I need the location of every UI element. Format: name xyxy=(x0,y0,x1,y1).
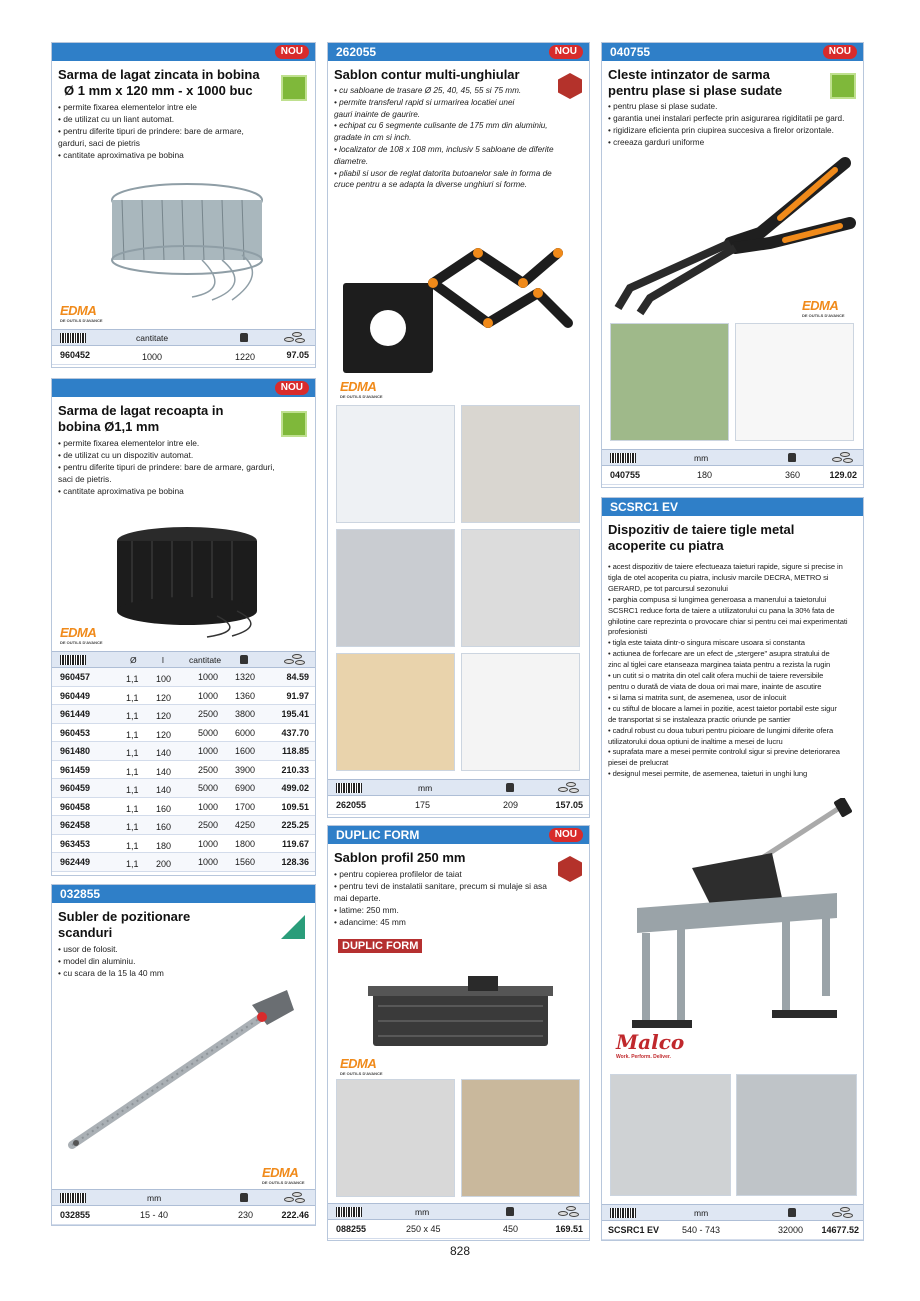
desc-line: saci de pietris. xyxy=(58,474,112,484)
edma-logo: EDMA DE OUTILS D'AVANCE xyxy=(802,298,845,318)
card-header xyxy=(328,43,589,61)
title-line-1: Sablon contur multi-unghiular xyxy=(334,67,520,82)
desc-line: • model din aluminiu. xyxy=(58,956,136,966)
desc-line: • suprafata mare a mesei permite controlul sigur si previne deteriorarea xyxy=(608,747,840,757)
weight-icon xyxy=(506,783,514,792)
product-title xyxy=(602,516,863,554)
diameter: 1,1 xyxy=(126,729,139,740)
desc-line: zinc al tiglei care etanseaza marginea taiata pentru a rezista la rugin xyxy=(608,660,831,670)
desc-line: • parghia compusa si lungimea generoasa a manerului a taietorului xyxy=(608,594,827,604)
profile-gauge-image xyxy=(358,961,558,1061)
product-code: SCSRC1 EV xyxy=(608,1225,660,1235)
col-mm: mm xyxy=(694,453,709,463)
price: 169.51 xyxy=(555,1224,583,1234)
title-line-2: bobina Ø1,1 mm xyxy=(58,419,160,434)
photo-template-on-wood xyxy=(336,653,455,771)
diameter: 1,1 xyxy=(126,840,139,851)
desc-line: • de utilizat cu un liant automat. xyxy=(58,114,175,124)
quantity: 5000 xyxy=(198,783,219,793)
pack: 1560 xyxy=(235,857,256,867)
title-line-1: Sarma de lagat recoapta in xyxy=(58,403,224,418)
length: 140 xyxy=(156,785,172,795)
pack: 360 xyxy=(785,470,801,480)
desc-line: GERARD, pe tot parcursul sezonului xyxy=(608,583,728,593)
desc-line: • pliabil si usor de reglat datorita butoanelor sale in forma de xyxy=(334,168,552,178)
desc-line: SCSRC1 reduce forta de taiere a utilizatorului cu pana la 30% fata de xyxy=(608,605,835,615)
weight-icon xyxy=(240,655,248,664)
table-row xyxy=(52,853,315,872)
duplic-form-logo: DUPLIC FORM xyxy=(338,939,422,953)
card-header xyxy=(328,826,589,844)
product-code: 960457 xyxy=(60,672,91,682)
price: 128.36 xyxy=(281,857,309,867)
table-row xyxy=(52,668,315,687)
quantity: 2500 xyxy=(198,820,219,830)
table-row xyxy=(602,1221,863,1240)
dimension: 250 x 45 xyxy=(406,1224,441,1234)
edma-logo: EDMA DE OUTILS D'AVANCE xyxy=(60,303,103,323)
multi-angle-template-image xyxy=(338,213,578,378)
price: 109.51 xyxy=(281,801,309,812)
col-qty: cantitate xyxy=(189,655,222,665)
eco-label-icon xyxy=(281,411,307,437)
product-code: 963453 xyxy=(60,838,91,849)
photo-template-on-tile xyxy=(336,405,455,523)
edma-logo: EDMA DE OUTILS D'AVANCE xyxy=(60,625,103,645)
desc-line: • rigidizare eficienta prin ciupirea succesiva a firelor orizontale. xyxy=(608,126,834,135)
dimension: 15 - 40 xyxy=(140,1210,169,1220)
table-header xyxy=(52,651,315,668)
weight-icon xyxy=(240,333,248,342)
header-code: 032855 xyxy=(60,887,101,901)
table-row xyxy=(52,1206,315,1225)
set-square-icon xyxy=(281,915,305,939)
length: 100 xyxy=(156,674,172,684)
pack: 3900 xyxy=(235,764,256,775)
header-code: DUPLIC FORM xyxy=(336,828,420,842)
new-badge: NOU xyxy=(549,45,583,59)
product-code: 960458 xyxy=(60,801,91,812)
black-wire-coil-image xyxy=(107,521,267,641)
price-coins-icon xyxy=(832,1207,854,1219)
barcode-icon xyxy=(336,1207,362,1217)
malco-logo: Malco Work. Perform. Deliver. xyxy=(616,1030,685,1060)
price: 129.02 xyxy=(829,470,857,480)
quantity: 1000 xyxy=(198,857,219,867)
desc-line: • cu scara de la 15 la 40 mm xyxy=(58,968,164,978)
weight-icon xyxy=(240,1193,248,1202)
card-header xyxy=(602,43,863,61)
desc-line: • pentru tevi de instalatii sanitare, precum si mulaje si asa xyxy=(334,881,547,891)
product-code: 961459 xyxy=(60,764,91,775)
table-row xyxy=(52,798,315,817)
edma-logo: EDMA DE OUTILS D'AVANCE xyxy=(340,1056,383,1076)
product-code: 961449 xyxy=(60,709,91,719)
table-row xyxy=(52,816,315,835)
table-row xyxy=(52,779,315,798)
barcode-icon xyxy=(60,1193,86,1203)
diameter: 1,1 xyxy=(126,785,139,795)
header-code: SCSRC1 EV xyxy=(610,500,679,514)
price-coins-icon xyxy=(284,1192,306,1204)
col-mm: mm xyxy=(147,1193,162,1203)
product-description xyxy=(52,941,315,981)
table-row xyxy=(52,346,315,365)
dimension: 175 xyxy=(415,800,431,810)
table-header xyxy=(602,1204,863,1221)
table-row xyxy=(328,796,589,815)
pack: 6000 xyxy=(235,727,256,738)
pack: 3800 xyxy=(235,709,256,719)
desc-line: • acest dispozitiv de taiere efectueaza taieturi rapide, sigure si precise in xyxy=(608,562,843,571)
diameter: 1,1 xyxy=(126,766,139,777)
quantity: 1000 xyxy=(198,690,219,701)
diameter: 1,1 xyxy=(126,674,139,684)
quantity: 5000 xyxy=(198,727,219,738)
product-title xyxy=(328,61,589,83)
price: 91.97 xyxy=(286,690,309,701)
product-code: 262055 xyxy=(336,800,367,810)
photo-hand-profile xyxy=(461,1079,580,1197)
desc-line: diametre. xyxy=(334,156,369,166)
product-title xyxy=(328,844,589,866)
title-line-2: acoperite cu piatra xyxy=(608,538,724,553)
desc-line: • cu stiftul de blocare a lamei in pozitie, acest taietor portabil este sigur xyxy=(608,703,837,713)
desc-line: tigla de otel acoperita cu piatra, inclusiv marcile DECRA, METRO si xyxy=(608,572,829,582)
product-card-088255 xyxy=(327,825,590,1241)
desc-line: • tigla este taiata dintr-o singura miscare usoara si constanta xyxy=(608,638,805,648)
pack: 1220 xyxy=(235,352,256,362)
eco-label-icon xyxy=(281,75,307,101)
price: 210.33 xyxy=(281,764,309,775)
title-line-2: pentru plase si plase sudate xyxy=(608,83,783,98)
pack: 32000 xyxy=(778,1225,804,1235)
desc-line: • adancime: 45 mm xyxy=(334,917,406,927)
price-table xyxy=(328,779,589,815)
pack: 450 xyxy=(503,1224,519,1234)
table-row xyxy=(328,1220,589,1239)
price: 195.41 xyxy=(281,709,309,719)
price: 118.85 xyxy=(281,746,309,756)
table-row xyxy=(52,687,315,706)
price: 84.59 xyxy=(286,672,309,682)
title-line-1: Dispozitiv de taiere tigle metal xyxy=(608,522,795,537)
product-code: 088255 xyxy=(336,1224,367,1234)
col-length: l xyxy=(162,655,164,665)
price-coins-icon xyxy=(284,332,306,344)
quantity: 1000 xyxy=(198,801,219,812)
desc-line: • permite fixarea elementelor intre ele. xyxy=(58,438,200,448)
pack: 1320 xyxy=(235,672,256,682)
desc-line: • cadrul robust cu doua tuburi pentru picioare de lungimi diferite ofera xyxy=(608,725,834,735)
desc-line: garduri, saci de pietris xyxy=(58,138,140,148)
card-header xyxy=(52,885,315,903)
desc-line: • cantitate aproximativa pe bobina xyxy=(58,486,184,496)
wire-coil-image xyxy=(102,175,272,305)
edma-logo: EDMA DE OUTILS D'AVANCE xyxy=(340,379,383,399)
desc-line: • latime: 250 mm. xyxy=(334,905,399,915)
weight-icon xyxy=(788,453,796,462)
desc-line: • un cutit si o matrita din otel calit ofera muchii de taiere reversibile xyxy=(608,671,824,681)
card-header xyxy=(602,498,863,516)
photo-pliers-closeup xyxy=(735,323,854,441)
product-title xyxy=(52,61,315,99)
desc-line: mai departe. xyxy=(334,893,381,903)
product-code: 960449 xyxy=(60,690,91,701)
desc-line: piesei de prelucrat xyxy=(608,758,669,768)
desc-line: ghilotine care reprezinta o provocare chiar si pentru cei mai experimentati xyxy=(608,616,848,626)
desc-line: profesionisti xyxy=(608,627,648,637)
product-code: 040755 xyxy=(610,470,641,480)
length: 120 xyxy=(156,729,172,740)
desc-line: gauri inainte de gaurire. xyxy=(334,109,421,119)
desc-line: • pentru plase si plase sudate. xyxy=(608,102,718,111)
product-title xyxy=(602,61,863,99)
desc-line: • cu sabloane de trasare Ø 25, 40, 45, 55 si 75 mm. xyxy=(334,86,522,95)
product-description xyxy=(602,99,863,151)
diameter: 1,1 xyxy=(126,822,139,832)
desc-line: • pentru diferite tipuri de prindere: bare de armare, xyxy=(58,126,244,136)
page-number: 828 xyxy=(450,1244,471,1258)
pack: 1600 xyxy=(235,746,256,756)
price: 97.05 xyxy=(286,350,309,360)
table-header xyxy=(602,449,863,466)
desc-line: utilizatorului doua optiuni de inaltime a mesei de lucru xyxy=(608,736,783,746)
desc-line: • permite fixarea elementelor intre ele xyxy=(58,102,197,112)
length: 200 xyxy=(156,859,172,869)
price-table xyxy=(52,1189,315,1225)
table-row xyxy=(52,705,315,724)
barcode-icon xyxy=(610,1208,636,1218)
product-code: 962449 xyxy=(60,857,91,867)
product-code: 962458 xyxy=(60,820,91,830)
length: 180 xyxy=(156,840,172,851)
product-card-032855 xyxy=(51,884,316,1226)
dimension: 540 - 743 xyxy=(682,1225,721,1235)
desc-line: • de utilizat cu un dispozitiv automat. xyxy=(58,450,194,460)
table-header xyxy=(52,329,315,346)
desc-line: • actiunea de forfecare are un efect de „stergere" asupra stratului de xyxy=(608,649,830,659)
length: 160 xyxy=(156,822,172,832)
weight-icon xyxy=(506,1207,514,1216)
diameter: 1,1 xyxy=(126,859,139,869)
title-line-1: Subler de pozitionare xyxy=(58,909,191,924)
length: 120 xyxy=(156,692,172,703)
product-card-wire-annealed xyxy=(51,378,316,876)
price: 14677.52 xyxy=(821,1225,859,1235)
barcode-icon xyxy=(610,453,636,463)
price: 437.70 xyxy=(281,727,309,738)
desc-line: • echipat cu 6 segmente culisante de 175 mm din aluminiu, xyxy=(334,121,548,131)
desc-line: • si lama si matrita sunt, de asemenea, usor de inlocuit xyxy=(608,692,787,702)
barcode-icon xyxy=(60,333,86,343)
pack: 1800 xyxy=(235,838,256,849)
title-line-1: Sablon profil 250 mm xyxy=(334,850,466,865)
quantity: 1000 xyxy=(198,746,219,756)
diameter: 1,1 xyxy=(126,711,139,721)
col-mm: mm xyxy=(694,1208,709,1218)
desc-line: • pentru diferite tipuri de prindere: bare de armare, garduri, xyxy=(58,462,275,472)
price-table xyxy=(52,329,315,365)
diameter: 1,1 xyxy=(126,748,139,758)
price: 222.46 xyxy=(281,1210,309,1220)
desc-line: • designul mesei permite, de asemenea, taieturi in unghi lung xyxy=(608,769,808,779)
photo-worker-cutting xyxy=(610,1074,731,1196)
quantity: 2500 xyxy=(198,764,219,775)
pack: 4250 xyxy=(235,820,256,830)
title-line-2: Ø 1 mm x 120 mm - x 1000 buc xyxy=(64,83,253,98)
quantity: 1000 xyxy=(142,352,163,362)
table-row xyxy=(52,742,315,761)
col-qty: cantitate xyxy=(136,333,169,343)
barcode-icon xyxy=(336,783,362,793)
product-description xyxy=(52,99,315,163)
product-title xyxy=(52,903,315,941)
photo-hand-marking-tile xyxy=(461,405,580,523)
desc-line: • usor de folosit. xyxy=(58,944,118,954)
price-coins-icon xyxy=(284,654,306,666)
product-code: 960459 xyxy=(60,783,91,793)
product-code: 960452 xyxy=(60,350,91,360)
desc-line: • pentru copierea profilelor de taiat xyxy=(334,869,462,879)
barcode-icon xyxy=(60,655,86,665)
pack: 1360 xyxy=(235,690,256,701)
new-badge: NOU xyxy=(275,381,309,395)
header-code: 040755 xyxy=(610,45,651,59)
header-code: 262055 xyxy=(336,45,377,59)
product-card-scsrc1 xyxy=(601,497,864,1241)
length: 140 xyxy=(156,748,172,758)
length: 140 xyxy=(156,766,172,777)
product-title xyxy=(52,397,315,435)
table-row xyxy=(52,835,315,854)
quantity: 2500 xyxy=(198,709,219,719)
product-card-040755 xyxy=(601,42,864,488)
photo-pliers-on-fence xyxy=(610,323,729,441)
product-description xyxy=(328,866,589,930)
product-description xyxy=(52,435,315,499)
table-header xyxy=(328,779,589,796)
price-table xyxy=(328,1203,589,1239)
desc-line: • creeaza garduri uniforme xyxy=(608,138,705,147)
card-header xyxy=(52,43,315,61)
quantity: 1000 xyxy=(198,838,219,849)
product-card-960452 xyxy=(51,42,316,368)
desc-line: • permite transferul rapid si urmarirea locatiei unei xyxy=(334,97,515,107)
pack: 230 xyxy=(238,1210,254,1220)
pack: 209 xyxy=(503,800,519,810)
price-coins-icon xyxy=(558,782,580,794)
length: 160 xyxy=(156,803,172,814)
price-coins-icon xyxy=(558,1206,580,1218)
pack: 1700 xyxy=(235,801,256,812)
title-line-2: scanduri xyxy=(58,925,113,940)
price-coins-icon xyxy=(832,452,854,464)
col-diameter: Ø xyxy=(130,655,137,665)
length: 120 xyxy=(156,711,172,721)
product-card-262055 xyxy=(327,42,590,818)
eco-label-icon xyxy=(830,73,856,99)
table-row xyxy=(52,724,315,743)
desc-line: de transportat si se instaleaza practic oriunde pe santier xyxy=(608,714,791,724)
photo-pipe-profile xyxy=(336,1079,455,1197)
photo-drilled-tile xyxy=(461,529,580,647)
card-header xyxy=(52,379,315,397)
photo-product-package xyxy=(461,653,580,771)
desc-line: pentru o durată de viata de doua ori mai mare, inainte de ascutire xyxy=(608,681,822,691)
quantity: 1000 xyxy=(198,672,219,682)
photo-worker-operating xyxy=(736,1074,857,1196)
product-code: 032855 xyxy=(60,1210,91,1220)
positioning-gauge-image xyxy=(62,985,302,1165)
new-badge: NOU xyxy=(823,45,857,59)
dimension: 180 xyxy=(697,470,713,480)
table-row xyxy=(602,466,863,485)
desc-line: gradate in cm si inch. xyxy=(334,133,412,143)
price: 119.67 xyxy=(281,838,309,849)
title-line-1: Cleste intinzator de sarma xyxy=(608,67,770,82)
diameter: 1,1 xyxy=(126,692,139,703)
wire-tensioner-pliers-image xyxy=(610,148,860,318)
photo-drilling-tile xyxy=(336,529,455,647)
table-header xyxy=(328,1203,589,1220)
pack: 6900 xyxy=(235,783,256,793)
product-description xyxy=(328,83,589,193)
col-mm: mm xyxy=(415,1207,430,1217)
new-badge: NOU xyxy=(275,45,309,59)
tile-cutter-image xyxy=(622,798,852,1048)
diameter: 1,1 xyxy=(126,803,139,814)
price-table xyxy=(602,1204,863,1240)
product-code: 960453 xyxy=(60,727,91,738)
price: 499.02 xyxy=(281,783,309,793)
price-table xyxy=(602,449,863,485)
price: 157.05 xyxy=(555,800,583,810)
weight-icon xyxy=(788,1208,796,1217)
desc-line: cruce pentru a se adapta la diverse unghiuri si forme. xyxy=(334,180,527,190)
product-code: 961480 xyxy=(60,746,91,756)
table-row xyxy=(52,761,315,780)
desc-line: • garantia unei instalari perfecte prin asigurarea rigiditatii pe gard. xyxy=(608,114,845,123)
product-description xyxy=(602,554,863,782)
col-mm: mm xyxy=(418,783,433,793)
price: 225.25 xyxy=(281,820,309,830)
new-badge: NOU xyxy=(549,828,583,842)
edma-logo: EDMA DE OUTILS D'AVANCE xyxy=(262,1165,305,1185)
desc-line: • cantitate aproximativa pe bobina xyxy=(58,150,184,160)
desc-line: • localizator de 108 x 108 mm, inclusiv 5 sabloane de diferite xyxy=(334,144,554,154)
title-line-1: Sarma de lagat zincata in bobina xyxy=(58,67,260,82)
table-header xyxy=(52,1189,315,1206)
price-table xyxy=(52,651,315,872)
